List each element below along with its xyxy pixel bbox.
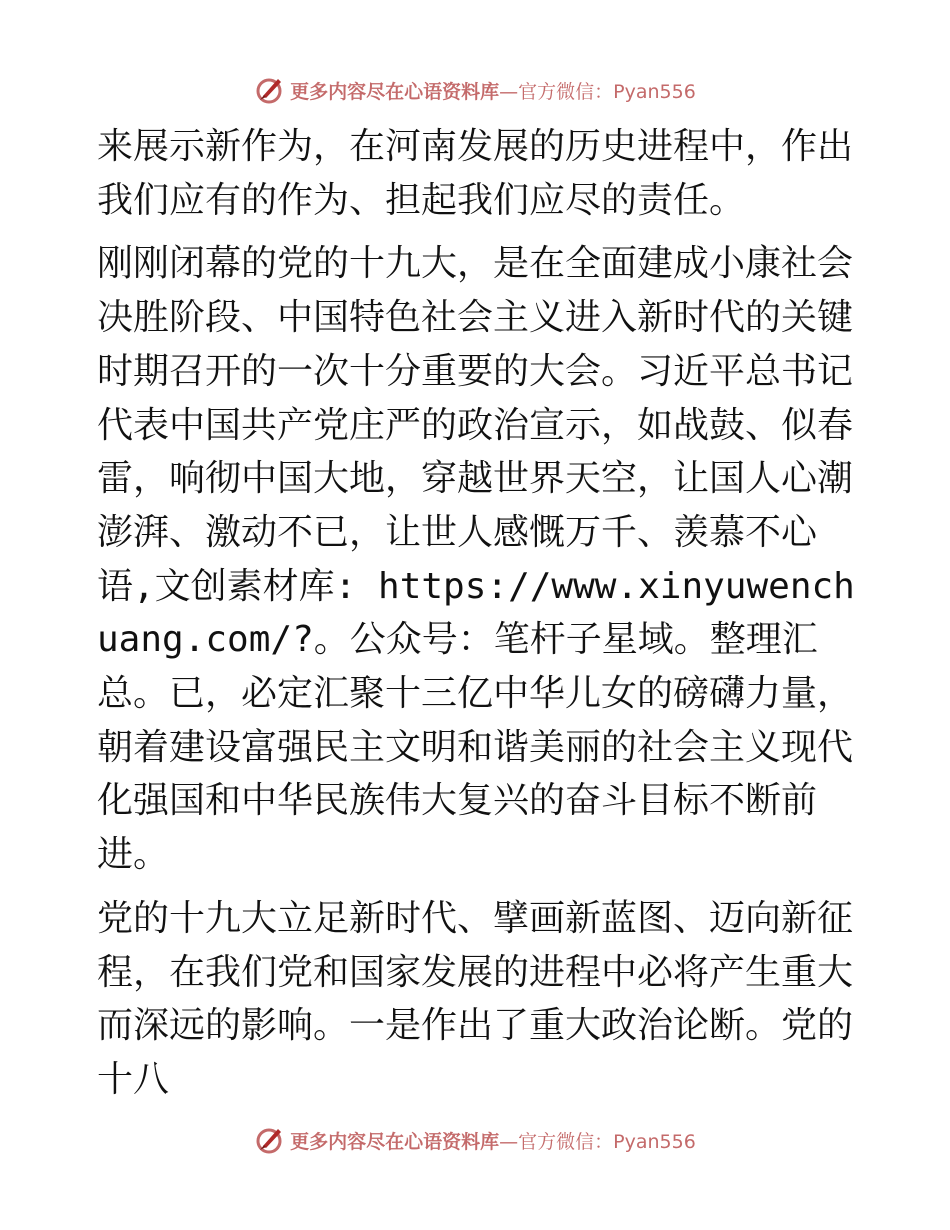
header-contact: —官方微信：Pyan556 — [499, 80, 696, 103]
footer-banner — [0, 1120, 950, 1160]
quill-circle-icon — [254, 74, 286, 106]
quill-circle-icon — [254, 1124, 286, 1156]
paragraph-2: 刚刚闭幕的党的十九大，是在全面建成小康社会决胜阶段、中国特色社会主义进入新时代的关键时期召开的一次十分重要的大会。习近平总书记代表中国共产党庄严的政治宣示，如战鼓、似春雷，响彻中国大地，穿越世界天空，让国人心潮澎湃、激动不已，让世人感慨万千、羡慕不心语,文创素材库: https://www.xinyuwenchuang.com/?。公众号：笔杆子星域。整理汇总。已，必定汇聚十三亿中华儿女的磅礴力量，朝着建设富强民主文明和谐美丽的社会主义现代化强国和中华民族伟大复兴的奋斗目标不断前进。 — [97, 243, 855, 876]
footer-contact: —官方微信：Pyan556 — [499, 1130, 696, 1153]
header-banner — [0, 70, 950, 110]
footer-brand: 更多内容尽在心语资料库 — [290, 1130, 500, 1153]
paragraph-3: 党的十九大立足新时代、擘画新蓝图、迈向新征程，在我们党和国家发展的进程中必将产生重大而深远的影响。一是作出了重大政治论断。党的十八 — [97, 897, 854, 1100]
document-body — [97, 120, 857, 1117]
paragraph-1: 来展示新作为，在河南发展的历史进程中，作出我们应有的作为、担起我们应尽的责任。 — [97, 126, 854, 221]
header-brand: 更多内容尽在心语资料库 — [290, 80, 500, 103]
